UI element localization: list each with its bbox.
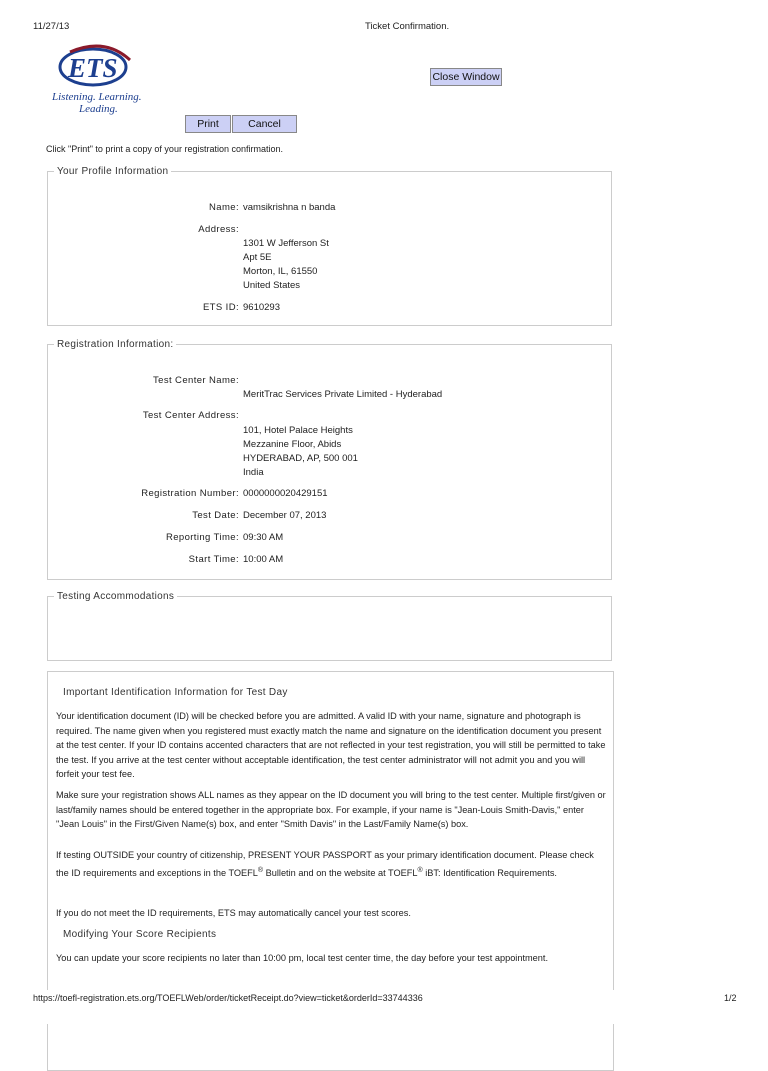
cancel-scores-paragraph: If you do not meet the ID requirements, ETS may automatically cancel your test scores. xyxy=(56,908,411,918)
address-line: Apt 5E xyxy=(243,252,272,263)
start-time-value: 10:00 AM xyxy=(243,554,284,565)
center-address-label: Test Center Address: xyxy=(142,410,239,421)
profile-section xyxy=(47,166,612,326)
reporting-time-label: Reporting Time: xyxy=(165,532,239,543)
address-line: United States xyxy=(243,280,301,291)
start-time-label: Start Time: xyxy=(188,554,239,565)
center-address-line: HYDERABAD, AP, 500 001 xyxy=(243,453,358,464)
id-info-paragraph: Your identification document (ID) will be checked before you are admitted. A valid ID with your name, signature and photograph is required. The name given when you registered must exactly match the name and signature on the identification document you present at the test center. If your ID contains accented characters that are not reflected in your test registration, you will still be permitted to take the test. If you arrive at the test center without acceptable identification, the test center administrator will not admit you and you will forfeit your test fee. xyxy=(56,711,606,779)
etsid-value: 9610293 xyxy=(243,302,280,313)
cancel-button[interactable]: Cancel xyxy=(232,115,297,133)
score-recipients-paragraph: You can update your score recipients no later than 10:00 pm, local test center time, the day before your test appointment. xyxy=(56,953,548,963)
passport-paragraph xyxy=(56,847,608,881)
name-label: Name: xyxy=(209,202,239,213)
test-date-value: December 07, 2013 xyxy=(243,510,327,521)
svg-text:ETS: ETS xyxy=(68,53,118,83)
name-value: vamsikrishna n banda xyxy=(243,202,336,213)
center-address-line: India xyxy=(243,467,264,478)
footer-url: https://toefl-registration.ets.org/TOEFLWeb/order/ticketReceipt.do?view=ticket&orderId=33744336 xyxy=(33,993,423,1003)
print-button[interactable]: Print xyxy=(185,115,231,133)
accommodations-legend: Testing Accommodations xyxy=(57,591,175,602)
page-number: 1/2 xyxy=(724,993,737,1003)
registration-section xyxy=(47,339,612,580)
profile-legend: Your Profile Information xyxy=(57,166,169,177)
score-recipients-heading: Modifying Your Score Recipients xyxy=(63,929,217,940)
registration-legend: Registration Information: xyxy=(57,339,174,350)
close-window-button[interactable]: Close Window xyxy=(430,68,502,86)
center-address-line: Mezzanine Floor, Abids xyxy=(243,439,342,450)
accommodations-section xyxy=(47,591,612,661)
center-name-label: Test Center Name: xyxy=(153,375,239,386)
logo-tagline: Listening. Learning. xyxy=(52,91,142,103)
registered-mark: ® xyxy=(257,867,264,874)
id-info-heading: Important Identification Information for Test Day xyxy=(63,687,288,698)
names-paragraph: Make sure your registration shows ALL names as they appear on the ID document you will bring to the test center. Multiple first/given or last/family names should be entered together in the appropriate box. For example, if your name is "Jean-Louis Smith-Davis," enter "Jean Louis" in the First/Given Name(s) box, and enter "Smith Davis" in the Last/Family Name(s) box. xyxy=(56,790,606,829)
regnum-label: Registration Number: xyxy=(141,488,239,499)
id-requirements-link[interactable]: iBT: Identification Requirements. xyxy=(422,868,557,879)
address-line: 1301 W Jefferson St xyxy=(243,238,329,249)
passport-text-2: Bulletin and on the website at TOEFL xyxy=(263,868,418,879)
reporting-time-value: 09:30 AM xyxy=(243,532,284,543)
address-line: Morton, IL, 61550 xyxy=(243,266,318,277)
regnum-value: 0000000020429151 xyxy=(243,488,328,499)
logo-tagline-2: Leading. xyxy=(79,103,118,115)
center-address-line: 101, Hotel Palace Heights xyxy=(243,425,353,436)
page-title: Ticket Confirmation. xyxy=(365,21,450,32)
print-date: 11/27/13 xyxy=(33,21,70,32)
ets-logo xyxy=(50,42,155,117)
etsid-label: ETS ID: xyxy=(202,302,239,313)
print-instruction: Click "Print" to print a copy of your registration confirmation. xyxy=(46,144,283,154)
test-date-label: Test Date: xyxy=(192,510,239,521)
passport-text: If testing OUTSIDE your country of citizenship, PRESENT YOUR PASSPORT as your primary identification document. Please check the ID requirements and exceptions in the TOEFL xyxy=(56,850,594,879)
center-name-value: MeritTrac Services Private Limited - Hyderabad xyxy=(243,389,443,400)
address-label: Address: xyxy=(198,224,239,235)
registered-mark: ® xyxy=(417,867,423,874)
